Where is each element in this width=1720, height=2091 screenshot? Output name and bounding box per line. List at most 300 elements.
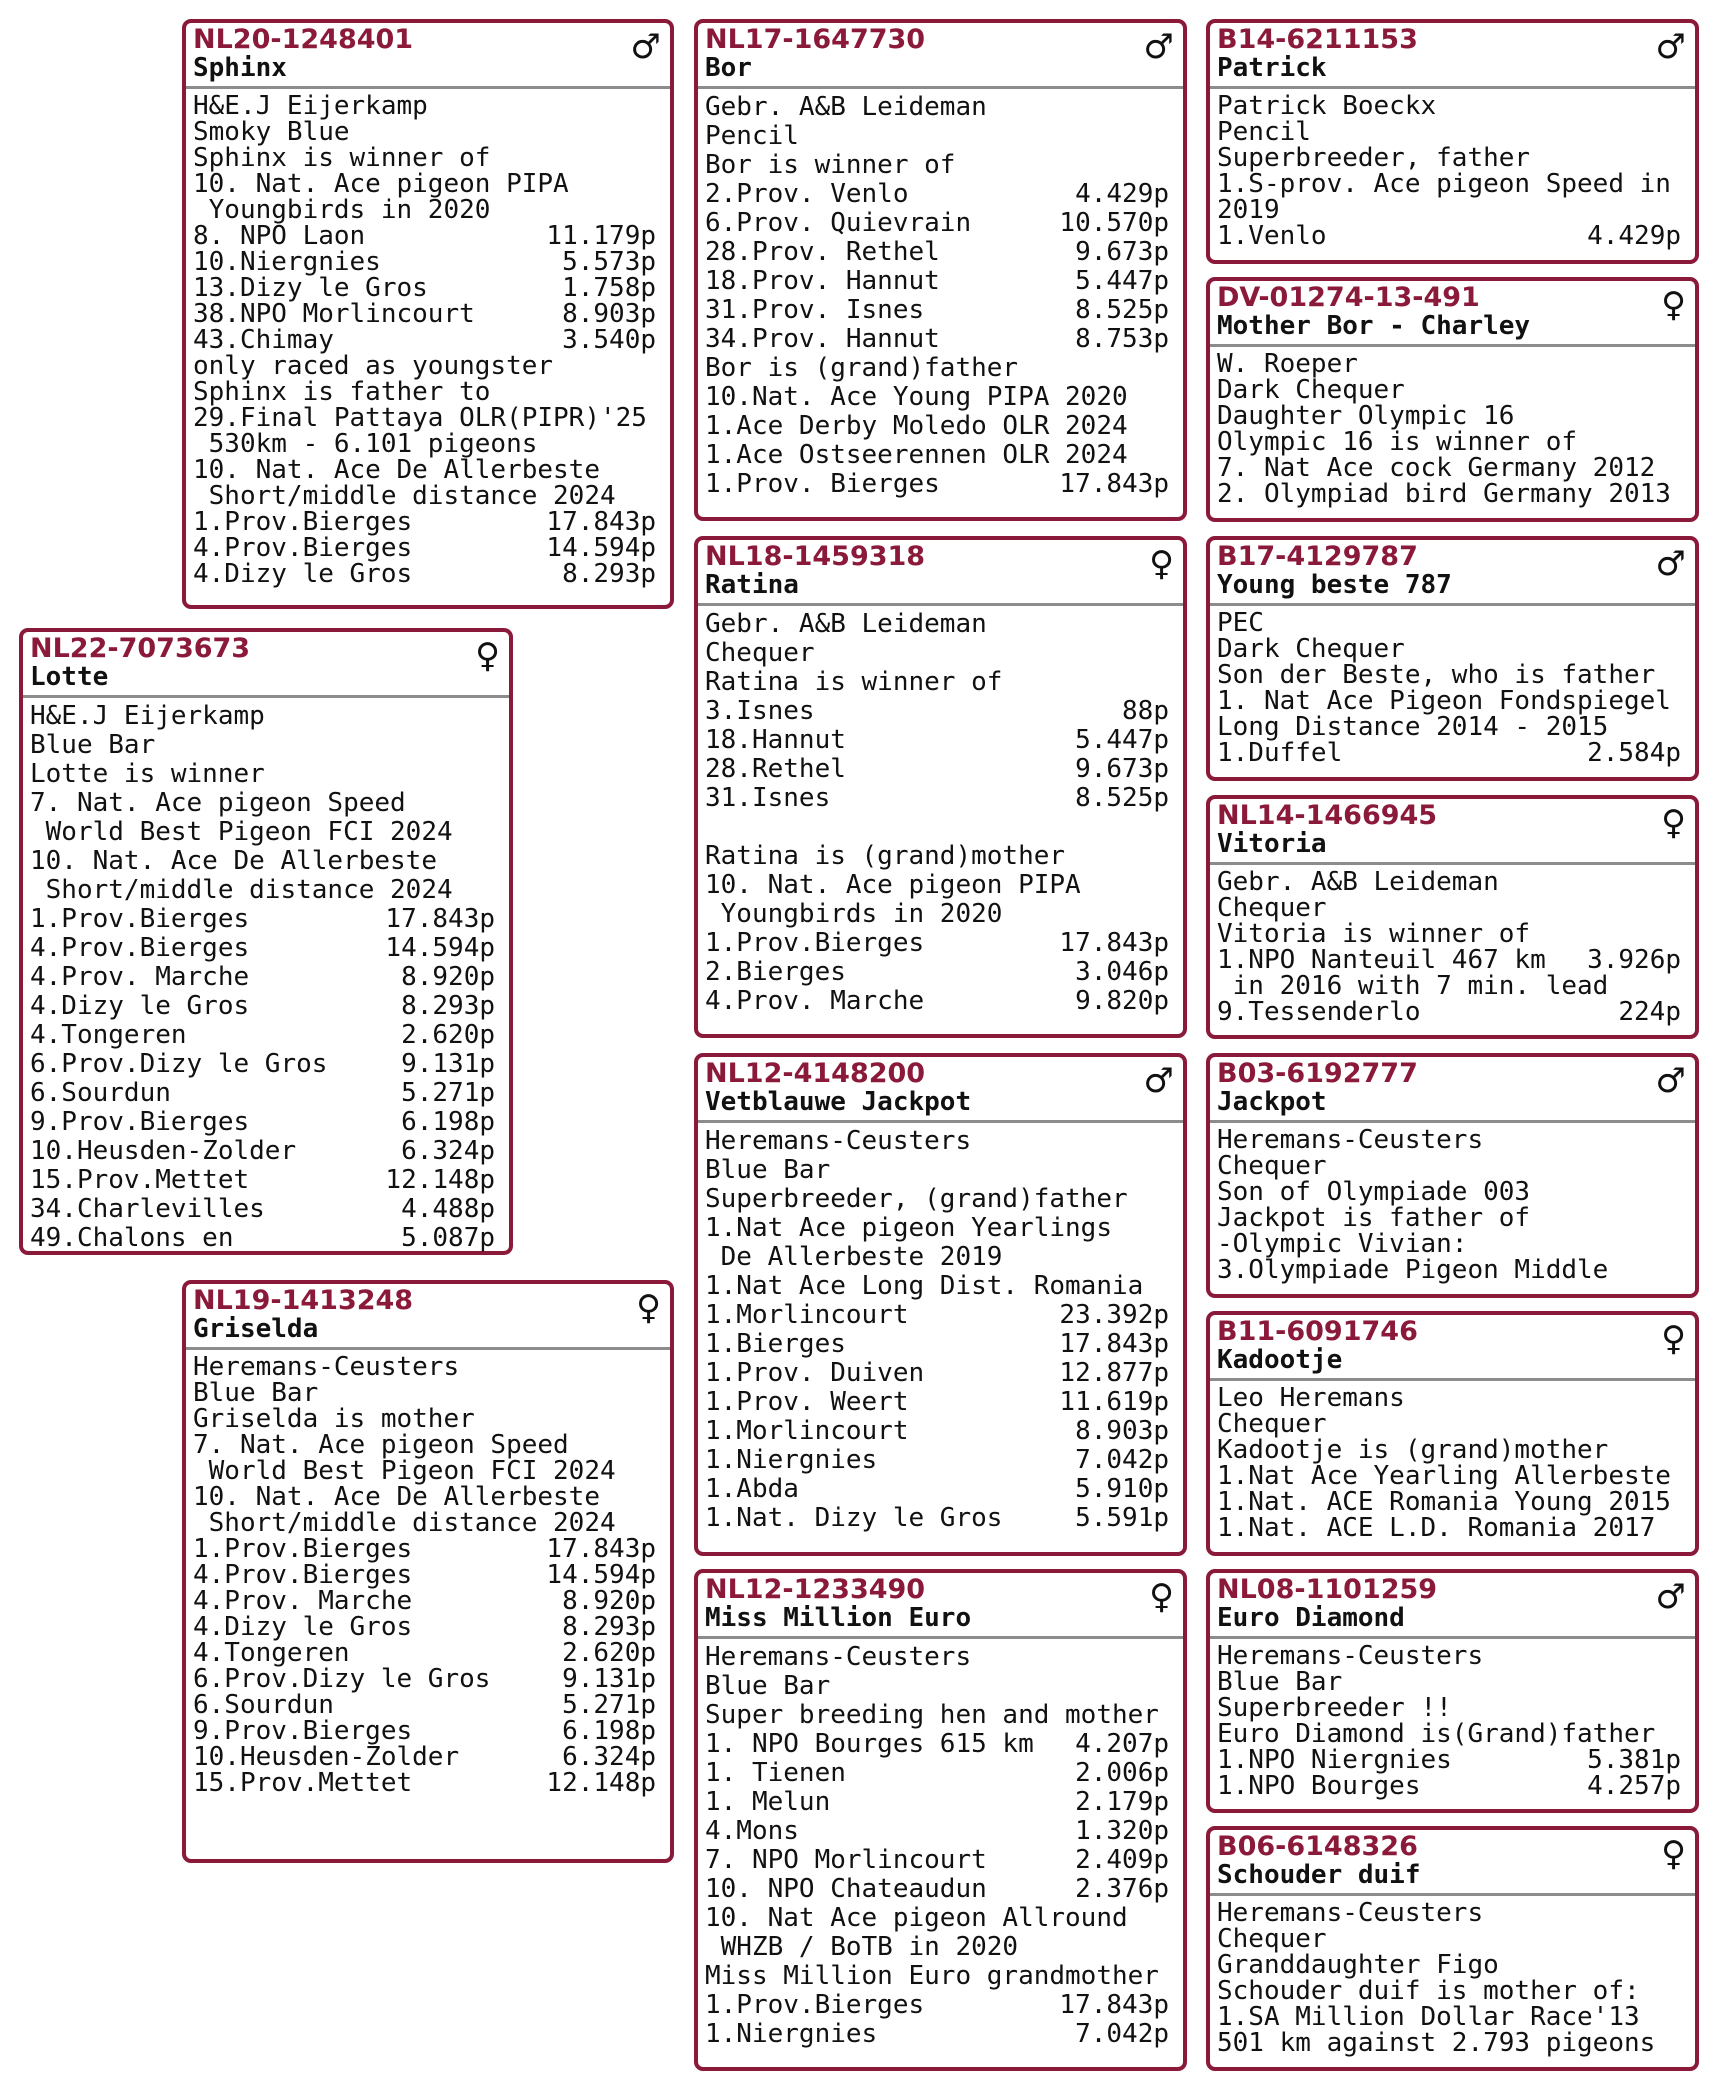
card-body [698, 1123, 1183, 1533]
info-text: World Best Pigeon FCI 2024 [193, 1456, 616, 1486]
result-value: 1.758p [562, 273, 656, 303]
info-line [705, 354, 1169, 383]
info-line [193, 1432, 656, 1458]
result-line [30, 963, 495, 992]
pigeon-name: Vitoria [1217, 829, 1327, 859]
info-line [30, 818, 495, 847]
result-line [193, 509, 656, 535]
info-text: Ratina is (grand)mother [705, 841, 1066, 871]
result-value: 1.320p [1075, 1816, 1169, 1846]
card-header [186, 1284, 670, 1350]
info-text: Sphinx is father to [193, 377, 491, 407]
pigeon-name: Young beste 787 [1217, 570, 1452, 600]
info-line [1217, 973, 1681, 999]
result-label: 4.Dizy le Gros [193, 1612, 413, 1642]
result-value: 2.620p [401, 1020, 495, 1050]
info-line [705, 1272, 1169, 1301]
result-line [193, 1640, 656, 1666]
pigeon-card-jackpot [1206, 1053, 1699, 1298]
info-line [193, 1484, 656, 1510]
card-body [698, 89, 1183, 499]
info-line [1217, 714, 1681, 740]
result-value: 8.293p [562, 1612, 656, 1642]
info-text: Youngbirds in 2020 [705, 899, 1003, 929]
card-body [1210, 1639, 1695, 1799]
result-line [30, 905, 495, 934]
result-line [705, 1446, 1169, 1475]
result-label: 1.NPO Niergnies [1217, 1745, 1452, 1775]
result-line [705, 325, 1169, 354]
info-text: Griselda is mother [193, 1404, 475, 1434]
info-line [705, 610, 1169, 639]
result-line [193, 1562, 656, 1588]
info-text: Heremans-Ceusters [1217, 1898, 1484, 1928]
result-line [705, 755, 1169, 784]
ring-number: NL14-1466945 [1217, 800, 1438, 831]
male-symbol-icon: ♂ [1143, 1061, 1174, 1101]
card-header [1210, 799, 1695, 865]
result-value: 88p [1122, 696, 1169, 726]
male-symbol-icon: ♂ [1655, 544, 1686, 584]
pigeon-name: Mother Bor - Charley [1217, 311, 1531, 341]
result-label: 2.Bierges [705, 957, 846, 987]
result-value: 5.447p [1075, 266, 1169, 296]
female-symbol-icon: ♀ [1149, 1577, 1174, 1617]
info-text: Chequer [1217, 1151, 1327, 1181]
result-label: 1.Bierges [705, 1329, 846, 1359]
pigeon-name: Lotte [30, 662, 109, 692]
result-value: 5.573p [562, 247, 656, 277]
result-label: 28.Prov. Rethel [705, 237, 940, 267]
info-line [1217, 895, 1681, 921]
info-line [1217, 1231, 1681, 1257]
result-line [705, 726, 1169, 755]
result-value: 5.271p [401, 1078, 495, 1108]
info-line [705, 151, 1169, 180]
result-value: 6.198p [401, 1107, 495, 1137]
result-line [30, 1108, 495, 1137]
result-line [193, 561, 656, 587]
info-text: 1.Ace Derby Moledo OLR 2024 [705, 411, 1128, 441]
info-text: Blue Bar [705, 1671, 831, 1701]
result-line [193, 249, 656, 275]
result-label: 4.Dizy le Gros [193, 559, 413, 589]
ring-number: NL12-4148200 [705, 1058, 926, 1089]
result-label: 31.Isnes [705, 783, 831, 813]
info-line [1217, 1179, 1681, 1205]
result-label: 28.Rethel [705, 754, 846, 784]
info-line [705, 1156, 1169, 1185]
result-value: 9.673p [1075, 237, 1169, 267]
result-value: 17.843p [385, 904, 495, 934]
result-value: 8.293p [401, 991, 495, 1021]
result-label: 6.Sourdun [193, 1690, 334, 1720]
info-text: Blue Bar [1217, 1667, 1343, 1697]
result-line [30, 1224, 495, 1253]
result-label: 4.Prov. Marche [30, 962, 250, 992]
result-label: 1.Prov. Weert [705, 1387, 909, 1417]
ring-number: NL22-7073673 [30, 633, 251, 664]
result-label: 9.Tessenderlo [1217, 997, 1421, 1027]
info-text: 7. Nat. Ace pigeon Speed [30, 788, 406, 818]
info-line [1217, 1669, 1681, 1695]
result-line [705, 987, 1169, 1016]
info-text: 10. Nat Ace pigeon Allround [705, 1903, 1128, 1933]
info-line [705, 383, 1169, 412]
male-symbol-icon: ♂ [1143, 27, 1174, 67]
result-value: 11.619p [1059, 1387, 1169, 1417]
info-line [705, 412, 1169, 441]
info-line [1217, 688, 1681, 714]
info-text: Vitoria is winner of [1217, 919, 1531, 949]
result-line [193, 1666, 656, 1692]
result-value: 14.594p [546, 533, 656, 563]
result-line [705, 470, 1169, 499]
info-text: Heremans-Ceusters [1217, 1641, 1484, 1671]
result-line [705, 267, 1169, 296]
info-line [705, 1933, 1169, 1962]
result-line [30, 1166, 495, 1195]
info-line [1217, 1926, 1681, 1952]
result-label: 1.Prov. Duiven [705, 1358, 925, 1388]
info-line [1217, 2004, 1681, 2030]
result-value: 12.877p [1059, 1358, 1169, 1388]
result-line [193, 275, 656, 301]
result-value: 17.843p [546, 507, 656, 537]
result-line [1217, 740, 1681, 766]
info-text: De Allerbeste 2019 [705, 1242, 1003, 1272]
info-text: Superbreeder !! [1217, 1693, 1452, 1723]
result-line [705, 1846, 1169, 1875]
card-body [186, 1350, 670, 1796]
card-body [1210, 347, 1695, 507]
result-line [30, 1079, 495, 1108]
pigeon-name: Patrick [1217, 53, 1327, 83]
result-line [705, 1330, 1169, 1359]
info-text: Smoky Blue [193, 117, 350, 147]
info-line [705, 1962, 1169, 1991]
result-label: 1.Morlincourt [705, 1300, 909, 1330]
result-label: 1.Venlo [1217, 221, 1327, 251]
result-label: 1.Abda [705, 1474, 799, 1504]
pigeon-name: Schouder duif [1217, 1860, 1421, 1890]
card-body [1210, 1896, 1695, 2056]
result-line [193, 223, 656, 249]
info-text: Sphinx is winner of [193, 143, 491, 173]
result-value: 7.042p [1075, 1445, 1169, 1475]
result-value: 14.594p [385, 933, 495, 963]
card-header [1210, 540, 1695, 606]
spacer-line [705, 813, 1169, 842]
result-value: 8.753p [1075, 324, 1169, 354]
result-value: 6.198p [562, 1716, 656, 1746]
result-label: 1.NPO Bourges [1217, 1771, 1421, 1801]
info-text: 1.Nat. ACE L.D. Romania 2017 [1217, 1513, 1656, 1543]
info-text: 10. Nat. Ace De Allerbeste [30, 846, 437, 876]
info-text: 1.Ace Ostseerennen OLR 2024 [705, 440, 1128, 470]
result-value: 9.131p [562, 1664, 656, 1694]
info-text: Lotte is winner [30, 759, 265, 789]
result-label: 6.Prov.Dizy le Gros [30, 1049, 328, 1079]
info-line [1217, 351, 1681, 377]
card-body [1210, 89, 1695, 249]
card-body [698, 606, 1183, 1016]
result-label: 1. Melun [705, 1787, 831, 1817]
info-text: Chequer [1217, 893, 1327, 923]
result-value: 2.620p [562, 1638, 656, 1668]
result-value: 12.148p [385, 1165, 495, 1195]
info-line [705, 1672, 1169, 1701]
result-label: 1.Niergnies [705, 1445, 878, 1475]
result-label: 9.Prov.Bierges [30, 1107, 250, 1137]
pigeon-name: Ratina [705, 570, 799, 600]
info-text: Leo Heremans [1217, 1383, 1405, 1413]
result-line [30, 934, 495, 963]
info-text: 29.Final Pattaya OLR(PIPR)'25 [193, 403, 647, 433]
result-label: 43.Chimay [193, 325, 334, 355]
info-line [1217, 119, 1681, 145]
result-label: 4.Tongeren [193, 1638, 350, 1668]
info-text: 1.S-prov. Ace pigeon Speed in [1217, 169, 1671, 199]
result-line [30, 1050, 495, 1079]
info-text: Gebr. A&B Leideman [705, 609, 987, 639]
result-value: 5.910p [1075, 1474, 1169, 1504]
pigeon-card-patrick [1206, 19, 1699, 264]
pigeon-name: Jackpot [1217, 1087, 1327, 1117]
info-text: Gebr. A&B Leideman [705, 92, 987, 122]
card-body [698, 1639, 1183, 2049]
result-value: 23.392p [1059, 1300, 1169, 1330]
result-line [705, 1388, 1169, 1417]
info-line [1217, 1463, 1681, 1489]
result-line [1217, 1747, 1681, 1773]
result-value: 2.006p [1075, 1758, 1169, 1788]
info-line [1217, 610, 1681, 636]
info-line [1217, 93, 1681, 119]
result-label: 1.Morlincourt [705, 1416, 909, 1446]
info-text: Youngbirds in 2020 [193, 195, 491, 225]
ring-number: NL19-1413248 [193, 1285, 414, 1316]
result-value: 8.525p [1075, 783, 1169, 813]
info-line [1217, 636, 1681, 662]
info-text: 2. Olympiad bird Germany 2013 [1217, 479, 1671, 509]
ring-number: NL20-1248401 [193, 24, 414, 55]
info-line [30, 760, 495, 789]
info-text: 10. Nat. Ace De Allerbeste [193, 1482, 600, 1512]
info-line [30, 731, 495, 760]
info-line [1217, 1127, 1681, 1153]
info-line [1217, 1153, 1681, 1179]
info-line [705, 1127, 1169, 1156]
ring-number: B14-6211153 [1217, 24, 1418, 55]
info-line [1217, 1721, 1681, 1747]
info-text: Blue Bar [705, 1155, 831, 1185]
card-header [23, 632, 509, 698]
info-line [1217, 1978, 1681, 2004]
info-text: Heremans-Ceusters [193, 1352, 460, 1382]
pigeon-card-schouder-duif [1206, 1826, 1699, 2071]
result-line [705, 2020, 1169, 2049]
result-label: 34.Prov. Hannut [705, 324, 940, 354]
result-label: 1.Niergnies [705, 2019, 878, 2049]
info-text: 10. Nat. Ace De Allerbeste [193, 455, 600, 485]
result-line [193, 301, 656, 327]
female-symbol-icon: ♀ [1149, 544, 1174, 584]
result-label: 4.Prov.Bierges [193, 1560, 413, 1590]
result-value: 5.381p [1587, 1745, 1681, 1775]
info-line [1217, 1695, 1681, 1721]
info-text: 1.Nat Ace Long Dist. Romania [705, 1271, 1144, 1301]
ring-number: B03-6192777 [1217, 1058, 1418, 1089]
result-label: 49.Chalons en [30, 1223, 234, 1253]
info-text: Short/middle distance 2024 [193, 481, 616, 511]
pigeon-name: Griselda [193, 1314, 319, 1344]
card-header [186, 23, 670, 89]
result-label: 4.Prov. Marche [193, 1586, 413, 1616]
result-value: 17.843p [1059, 1329, 1169, 1359]
info-text: 10. Nat. Ace pigeon PIPA [705, 870, 1081, 900]
info-text: Heremans-Ceusters [1217, 1125, 1484, 1155]
result-label: 6.Sourdun [30, 1078, 171, 1108]
info-line [30, 789, 495, 818]
info-line [705, 1243, 1169, 1272]
result-value: 14.594p [546, 1560, 656, 1590]
card-header [1210, 1830, 1695, 1896]
pigeon-name: Miss Million Euro [705, 1603, 972, 1633]
info-line [193, 379, 656, 405]
info-line [705, 122, 1169, 151]
info-text: 530km - 6.101 pigeons [193, 429, 538, 459]
info-line [1217, 1437, 1681, 1463]
result-line [193, 1692, 656, 1718]
result-value: 5.591p [1075, 1503, 1169, 1533]
pigeon-card-sphinx [182, 19, 674, 609]
info-line [1217, 1205, 1681, 1231]
card-body [23, 698, 509, 1253]
result-value: 9.131p [401, 1049, 495, 1079]
info-line [1217, 377, 1681, 403]
result-line [705, 929, 1169, 958]
info-text: Heremans-Ceusters [705, 1126, 972, 1156]
info-line [1217, 2030, 1681, 2056]
info-text: Blue Bar [193, 1378, 319, 1408]
info-text: Gebr. A&B Leideman [1217, 867, 1499, 897]
info-line [705, 1701, 1169, 1730]
info-text: Patrick Boeckx [1217, 91, 1437, 121]
ring-number: B17-4129787 [1217, 541, 1418, 572]
result-value: 2.584p [1587, 738, 1681, 768]
ring-number: B11-6091746 [1217, 1316, 1418, 1347]
info-text: WHZB / BoTB in 2020 [705, 1932, 1019, 1962]
info-line [193, 1510, 656, 1536]
result-line [193, 1614, 656, 1640]
result-label: 18.Prov. Hannut [705, 266, 940, 296]
result-value: 10.570p [1059, 208, 1169, 238]
info-text: Short/middle distance 2024 [193, 1508, 616, 1538]
pigeon-card-ratina [694, 536, 1187, 1038]
info-line [1217, 1385, 1681, 1411]
card-body [1210, 865, 1695, 1025]
info-text: only raced as youngster [193, 351, 554, 381]
info-line [193, 457, 656, 483]
pigeon-card-kadootje [1206, 1311, 1699, 1556]
info-text: Ratina is winner of [705, 667, 1003, 697]
info-text: H&E.J Eijerkamp [193, 91, 428, 121]
result-line [705, 1991, 1169, 2020]
info-line [193, 145, 656, 171]
info-line [1217, 1411, 1681, 1437]
result-value: 2.409p [1075, 1845, 1169, 1875]
ring-number: NL08-1101259 [1217, 1574, 1438, 1605]
info-line [30, 847, 495, 876]
info-text: Daughter Olympic 16 [1217, 401, 1515, 431]
info-text: Heremans-Ceusters [705, 1642, 972, 1672]
info-line [193, 197, 656, 223]
result-label: 18.Hannut [705, 725, 846, 755]
result-line [705, 784, 1169, 813]
result-value: 8.293p [562, 559, 656, 589]
info-line [705, 1904, 1169, 1933]
info-line [705, 900, 1169, 929]
result-label: 31.Prov. Isnes [705, 295, 925, 325]
pigeon-card-lotte [19, 628, 513, 1255]
result-line [30, 992, 495, 1021]
info-text: Kadootje is (grand)mother [1217, 1435, 1609, 1465]
male-symbol-icon: ♂ [630, 27, 661, 67]
card-header [698, 23, 1183, 89]
info-text: 1.SA Million Dollar Race'13 [1217, 2002, 1640, 2032]
result-value: 3.046p [1075, 957, 1169, 987]
info-text: 10.Nat. Ace Young PIPA 2020 [705, 382, 1128, 412]
pigeon-name: Sphinx [193, 53, 287, 83]
card-header [1210, 1315, 1695, 1381]
ring-number: DV-01274-13-491 [1217, 282, 1480, 313]
info-text: -Olympic Vivian: [1217, 1229, 1468, 1259]
result-value: 17.843p [1059, 928, 1169, 958]
result-value: 4.257p [1587, 1771, 1681, 1801]
result-label: 15.Prov.Mettet [193, 1768, 413, 1798]
pigeon-card-griselda [182, 1280, 674, 1863]
result-line [705, 209, 1169, 238]
info-line [193, 353, 656, 379]
card-body [186, 89, 670, 587]
result-label: 1.Prov. Bierges [705, 469, 940, 499]
info-line [193, 405, 656, 431]
info-line [193, 1406, 656, 1432]
result-line [30, 1137, 495, 1166]
info-text: Dark Chequer [1217, 634, 1405, 664]
info-text: Chequer [705, 638, 815, 668]
info-text: Euro Diamond is(Grand)father [1217, 1719, 1656, 1749]
result-value: 8.525p [1075, 295, 1169, 325]
info-text: Bor is winner of [705, 150, 956, 180]
result-value: 2.376p [1075, 1874, 1169, 1904]
info-text: 1.Nat Ace pigeon Yearlings [705, 1213, 1112, 1243]
info-text: Granddaughter Figo [1217, 1950, 1499, 1980]
result-label: 1.Prov.Bierges [705, 928, 925, 958]
male-symbol-icon: ♂ [1655, 1061, 1686, 1101]
info-line [705, 871, 1169, 900]
info-text: Super breeding hen and mother [705, 1700, 1159, 1730]
result-line [193, 1770, 656, 1796]
info-line [193, 93, 656, 119]
card-header [698, 1573, 1183, 1639]
result-line [705, 1788, 1169, 1817]
result-line [193, 1718, 656, 1744]
result-line [30, 1195, 495, 1224]
result-line [705, 296, 1169, 325]
result-value: 4.207p [1075, 1729, 1169, 1759]
